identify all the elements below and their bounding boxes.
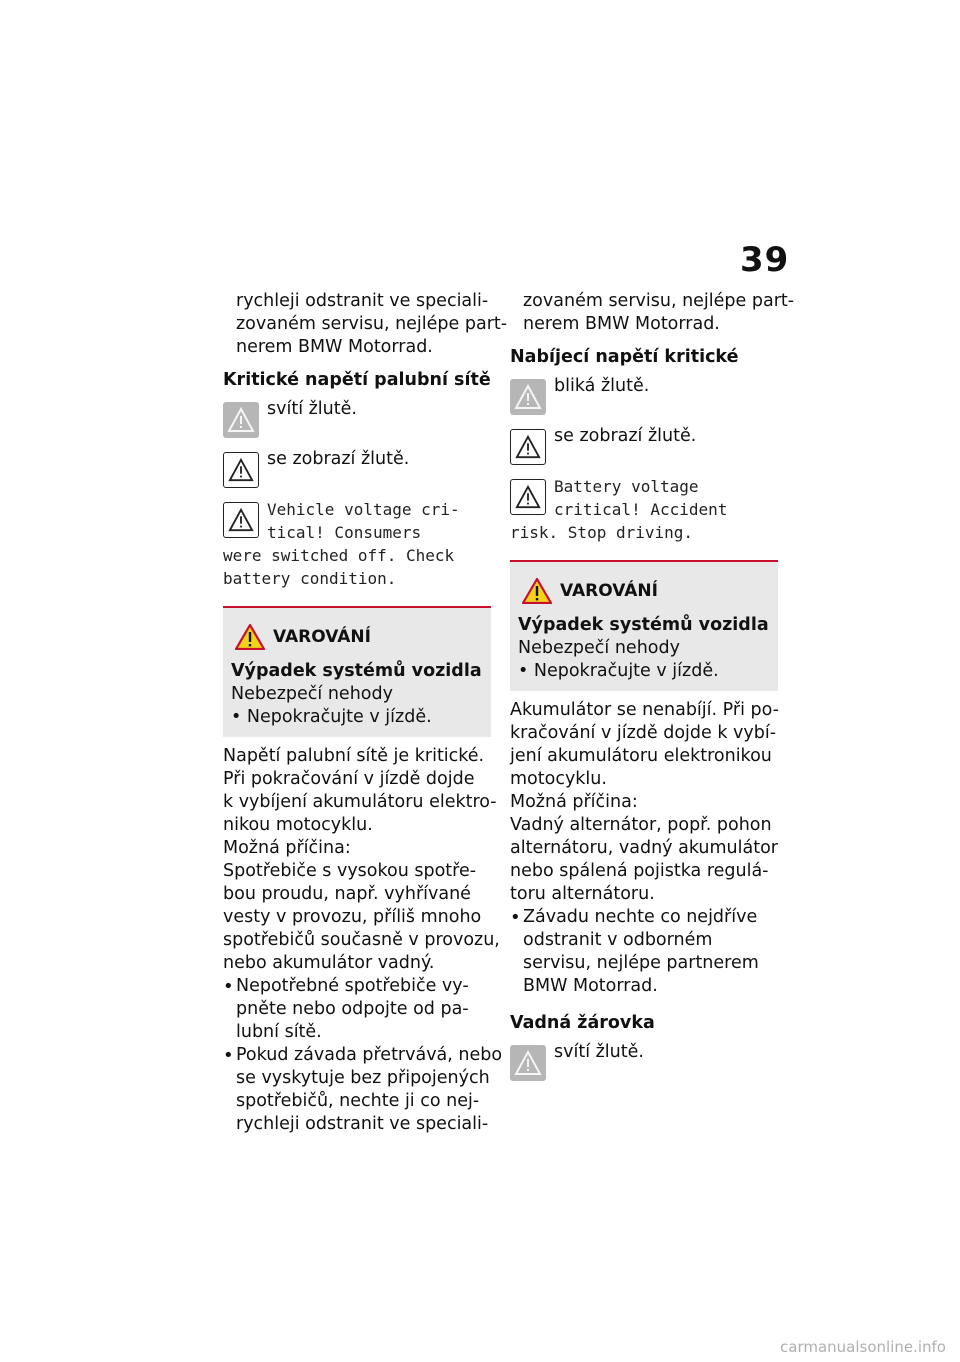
display-message — [510, 475, 778, 544]
footer-watermark: carmanualsonline.info — [780, 1338, 946, 1356]
indicator-text: se zobrazí žlutě. — [554, 426, 697, 446]
text-line: • Závadu nechte co nejdříve — [523, 907, 758, 927]
text-line: odstranit v odborném — [523, 930, 713, 950]
text-line: se vyskytuje bez připojených — [236, 1068, 490, 1088]
body-text — [510, 699, 778, 906]
caution-triangle-icon — [522, 578, 552, 604]
indicator-row — [510, 375, 778, 417]
text-line: spotřebičů, nechte ji co nej- — [236, 1091, 480, 1111]
list-item — [510, 906, 778, 998]
text-line: Napětí palubní sítě je kritické. — [223, 746, 485, 766]
column-right — [510, 290, 795, 1083]
text-line: Vadný alternátor, popř. pohon — [510, 815, 772, 835]
indicator-text: svítí žlutě. — [554, 1042, 644, 1062]
indicator-row — [510, 1041, 778, 1083]
warning-text: Nebezpečí nehody — [231, 684, 393, 704]
message-line: battery condition. — [223, 569, 397, 588]
warning-subtitle: Výpadek systémů vozidla — [231, 661, 482, 681]
general-warning-light-icon — [510, 1045, 546, 1081]
warning-triangle-icon — [223, 452, 259, 488]
message-line: tical! Consumers — [267, 523, 422, 542]
text-line: k vybíjení akumulátoru elektro- — [223, 792, 497, 812]
warning-box — [223, 606, 491, 737]
text-line: pněte nebo odpojte od pa- — [236, 999, 469, 1019]
indicator-text: svítí žlutě. — [267, 399, 357, 419]
general-warning-light-icon — [223, 402, 259, 438]
text-line: spotřebičů současně v provozu, — [223, 930, 500, 950]
text-line: alternátoru, vadný akumulátor — [510, 838, 778, 858]
text-line: nerem BMW Motorrad. — [236, 337, 433, 357]
text-line: lubní sítě. — [236, 1022, 322, 1042]
warning-header — [522, 578, 770, 604]
indicator-row — [223, 448, 491, 490]
text-line: Spotřebiče s vysokou spotře- — [223, 861, 477, 881]
text-line: bou proudu, např. vyhřívané — [223, 884, 471, 904]
text-line: Možná příčina: — [510, 792, 638, 812]
warning-triangle-icon — [510, 429, 546, 465]
section-heading: Nabíjecí napětí kritické — [510, 347, 739, 367]
page-number: 39 — [740, 240, 790, 280]
text-line: nebo spálená pojistka regulá- — [510, 861, 769, 881]
warning-triangle-icon — [223, 502, 259, 538]
text-line: Akumulátor se nenabíjí. Při po- — [510, 700, 779, 720]
warning-title: VAROVÁNÍ — [273, 626, 371, 647]
list-item — [223, 1044, 503, 1136]
display-message — [223, 498, 491, 590]
warning-header — [235, 624, 483, 650]
body-text — [223, 745, 500, 975]
message-line: were switched off. Check — [223, 546, 455, 565]
list-item — [223, 975, 491, 1044]
indicator-text: se zobrazí žlutě. — [267, 449, 410, 469]
warning-bullet: • Nepokračujte v jízdě. — [231, 707, 432, 727]
indicator-row — [223, 398, 491, 440]
warning-box — [510, 560, 778, 691]
text-line: vesty v provozu, příliš mnoho — [223, 907, 482, 927]
text-line: • Nepotřebné spotřebiče vy- — [236, 976, 469, 996]
text-line: motocyklu. — [510, 769, 607, 789]
text-line: servisu, nejlépe partnerem — [523, 953, 759, 973]
warning-triangle-icon — [510, 479, 546, 515]
intro-text — [223, 290, 508, 359]
text-line: zovaném servisu, nejlépe part- — [236, 314, 508, 334]
display-message-row — [223, 498, 491, 590]
caution-triangle-icon — [235, 624, 265, 650]
warning-text: Nebezpečí nehody — [518, 638, 680, 658]
indicator-text: bliká žlutě. — [554, 376, 650, 396]
text-line: nerem BMW Motorrad. — [523, 314, 720, 334]
text-line: rychleji odstranit ve speciali- — [236, 291, 489, 311]
column-left — [223, 290, 508, 1136]
text-line: Při pokračování v jízdě dojde — [223, 769, 475, 789]
text-line: • Pokud závada přetrvává, nebo — [236, 1045, 503, 1065]
message-line: Battery voltage — [554, 477, 699, 496]
section-heading: Vadná žárovka — [510, 1013, 655, 1033]
text-line: jení akumulátoru elektronikou — [510, 746, 772, 766]
warning-subtitle: Výpadek systémů vozidla — [518, 615, 769, 635]
display-message-row — [510, 475, 778, 544]
text-line: rychleji odstranit ve speciali- — [236, 1114, 489, 1134]
text-line: BMW Motorrad. — [523, 976, 658, 996]
warning-title: VAROVÁNÍ — [560, 580, 658, 601]
message-line: critical! Accident — [554, 500, 728, 519]
warning-bullet: • Nepokračujte v jízdě. — [518, 661, 719, 681]
indicator-row — [510, 425, 778, 467]
text-line: Možná příčina: — [223, 838, 351, 858]
text-line: zovaném servisu, nejlépe part- — [523, 291, 795, 311]
intro-text — [510, 290, 795, 336]
text-line: kračování v jízdě dojde k vybí- — [510, 723, 777, 743]
general-warning-light-icon — [510, 379, 546, 415]
section-heading: Kritické napětí palubní sítě — [223, 370, 491, 390]
text-line: nebo akumulátor vadný. — [223, 953, 435, 973]
message-line: Vehicle voltage cri- — [267, 500, 460, 519]
text-line: nikou motocyklu. — [223, 815, 373, 835]
message-line: risk. Stop driving. — [510, 523, 694, 542]
text-line: toru alternátoru. — [510, 884, 655, 904]
